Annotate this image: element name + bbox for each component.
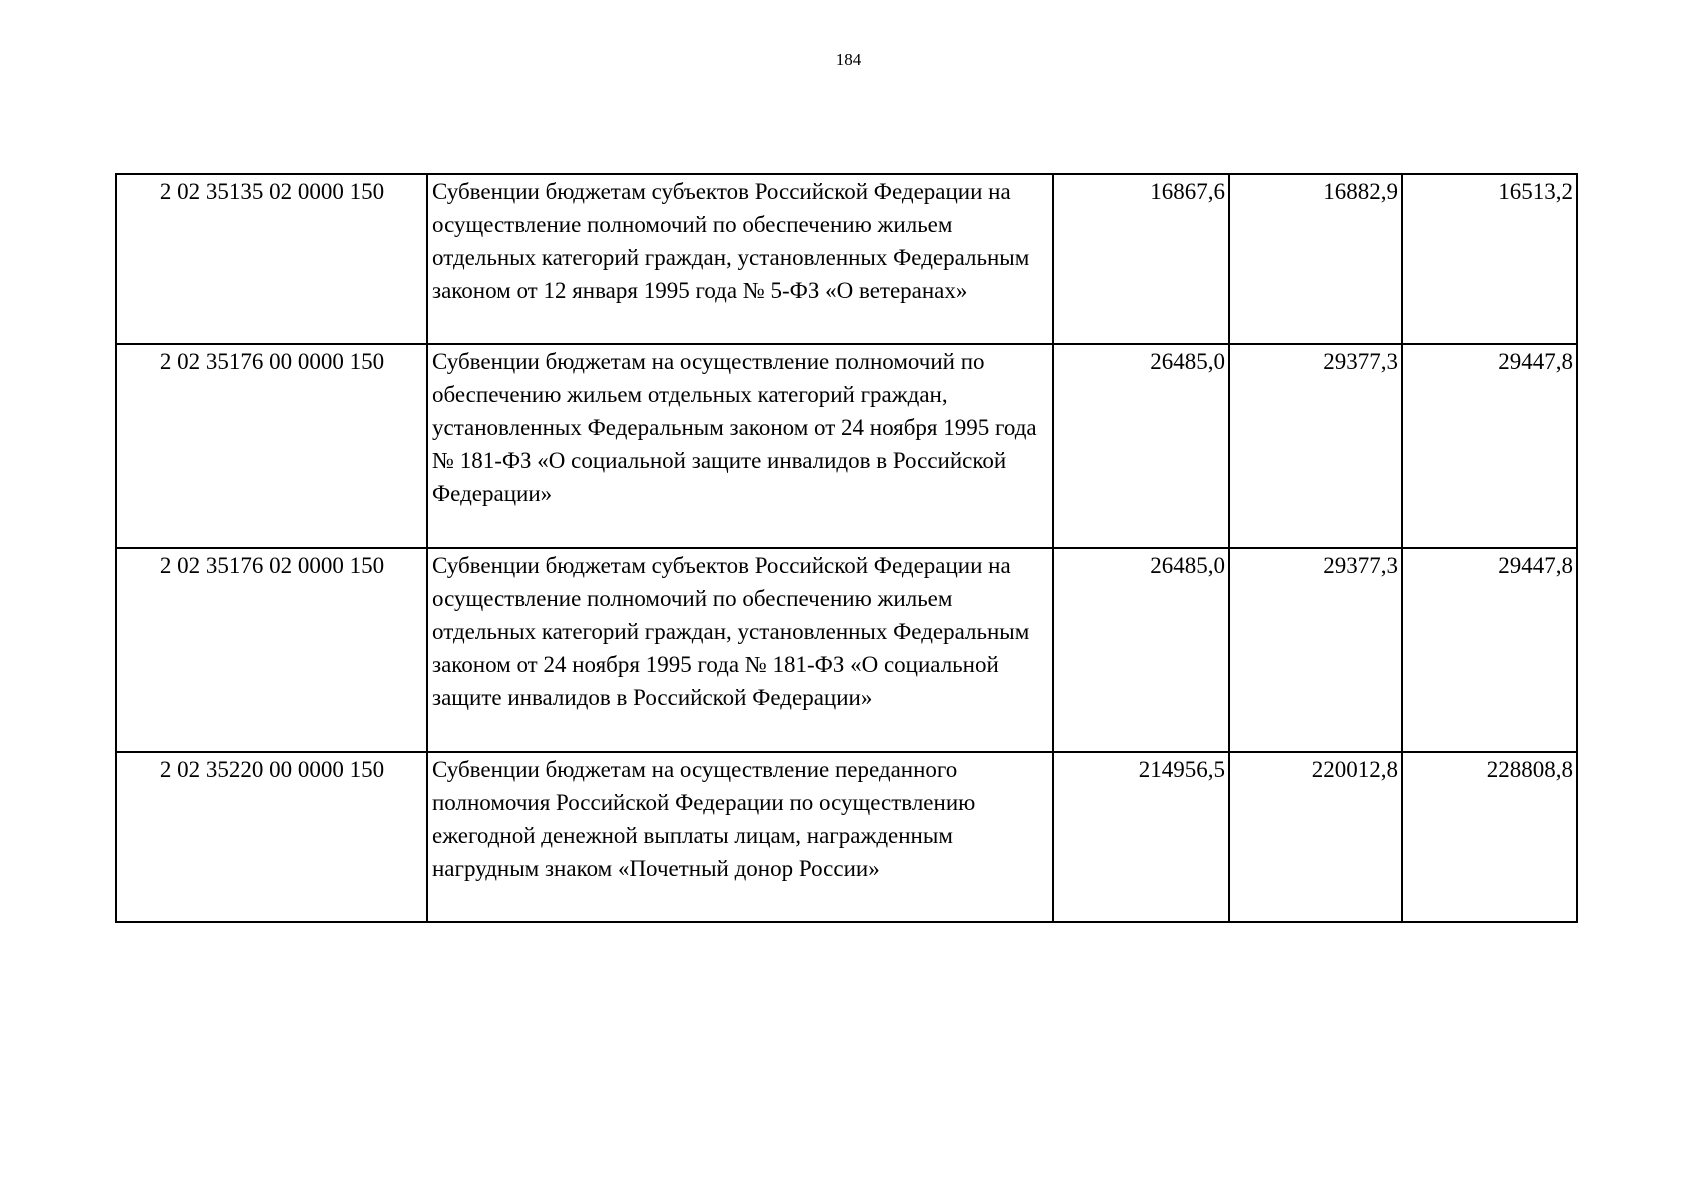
value-year-2: 220012,8 — [1229, 752, 1402, 922]
budget-code: 2 02 35176 02 0000 150 — [116, 548, 427, 752]
row-description: Субвенции бюджетам на осуществление полномочий по обеспечению жильем отдельных категорий граждан, установленных Федеральным законом от 24 ноября 1995 года № 181-ФЗ «О социальной защите инвалидов в Российской Федерации» — [427, 344, 1053, 548]
table-row — [116, 344, 1577, 548]
value-year-3: 228808,8 — [1402, 752, 1577, 922]
value-year-2: 29377,3 — [1229, 548, 1402, 752]
row-description: Субвенции бюджетам субъектов Российской Федерации на осуществление полномочий по обеспечению жильем отдельных категорий граждан, установленных Федеральным законом от 24 ноября 1995 года № 181-ФЗ «О социальной защите инвалидов в Российской Федерации» — [427, 548, 1053, 752]
value-year-3: 29447,8 — [1402, 548, 1577, 752]
value-year-2: 29377,3 — [1229, 344, 1402, 548]
table-row — [116, 174, 1577, 344]
page-number: 184 — [835, 50, 862, 69]
value-year-1: 16867,6 — [1053, 174, 1229, 344]
row-description: Субвенции бюджетам субъектов Российской Федерации на осуществление полномочий по обеспечению жильем отдельных категорий граждан, установленных Федеральным законом от 12 января 1995 года № 5-ФЗ «О ветеранах» — [427, 174, 1053, 344]
value-year-1: 26485,0 — [1053, 344, 1229, 548]
value-year-3: 16513,2 — [1402, 174, 1577, 344]
value-year-1: 26485,0 — [1053, 548, 1229, 752]
budget-code: 2 02 35135 02 0000 150 — [116, 174, 427, 344]
budget-code: 2 02 35220 00 0000 150 — [116, 752, 427, 922]
row-description: Субвенции бюджетам на осуществление переданного полномочия Российской Федерации по осуществлению ежегодной денежной выплаты лицам, награжденным нагрудным знаком «Почетный донор России» — [427, 752, 1053, 922]
value-year-2: 16882,9 — [1229, 174, 1402, 344]
budget-code: 2 02 35176 00 0000 150 — [116, 344, 427, 548]
value-year-3: 29447,8 — [1402, 344, 1577, 548]
value-year-1: 214956,5 — [1053, 752, 1229, 922]
table-row — [116, 548, 1577, 752]
budget-table — [115, 173, 1578, 923]
table-row — [116, 752, 1577, 922]
